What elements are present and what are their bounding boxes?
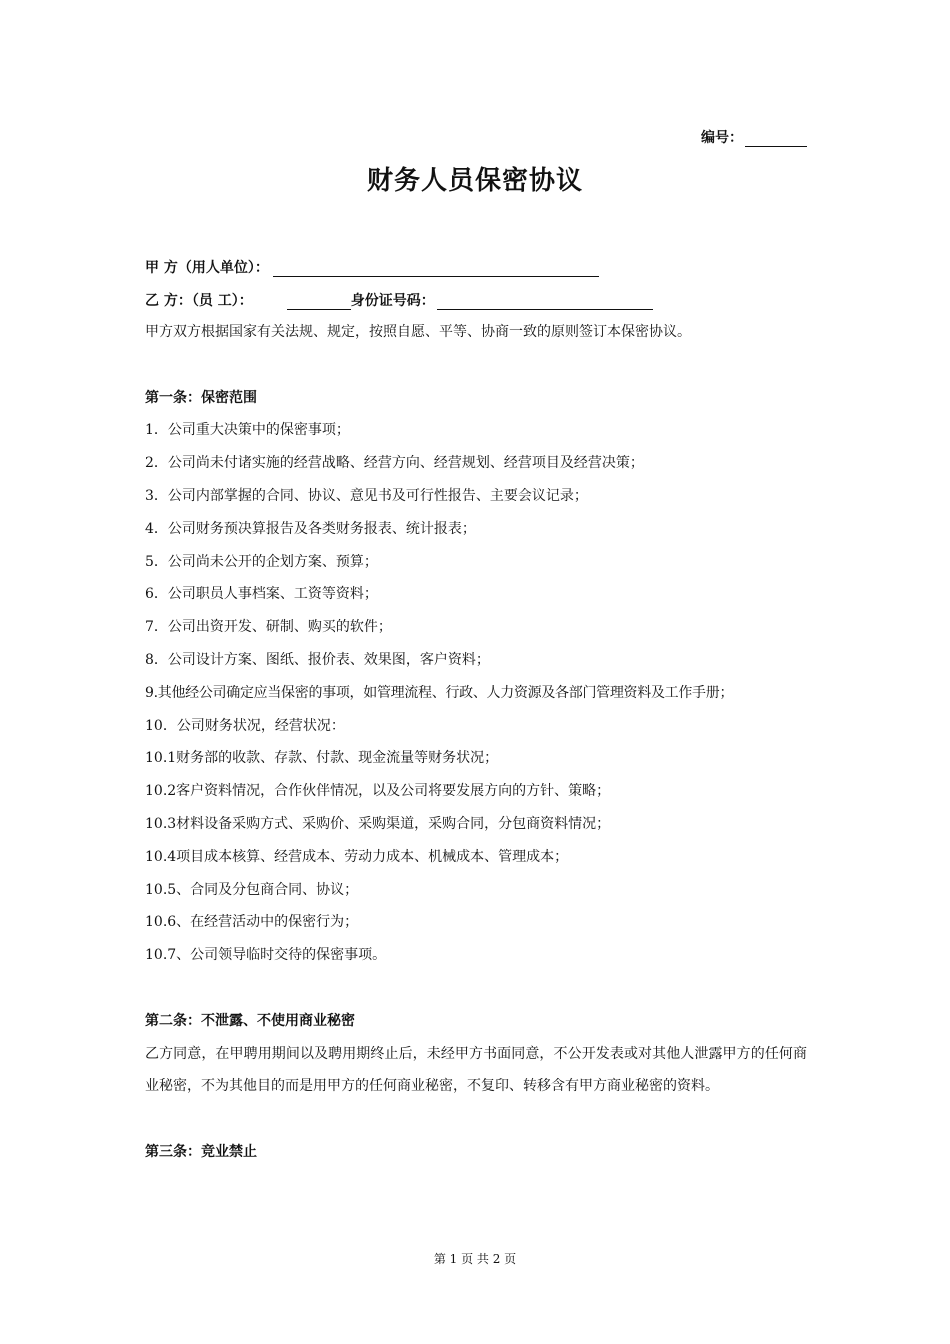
page-footer: 第 1 页 共 2 页	[433, 1252, 517, 1266]
list-item: 2．公司尚未付诸实施的经营战略、经营方向、经营规划、经营项目及经营决策；	[145, 455, 644, 472]
party-a-line	[145, 257, 599, 277]
list-item: 6．公司职员人事档案、工资等资料；	[145, 586, 378, 603]
id-number-label: 身份证号码：	[350, 293, 435, 309]
list-item: 5．公司尚未公开的企划方案、预算；	[145, 553, 378, 570]
list-item: 10．公司财务状况，经营状况：	[145, 717, 345, 734]
party-b-label: 乙 方：（员 工）：	[145, 293, 253, 309]
spacer	[145, 349, 807, 382]
party-b-blank	[287, 294, 351, 310]
serial-number-label: 编号：	[701, 130, 743, 146]
spacer	[145, 1103, 807, 1136]
id-number-blank	[437, 294, 653, 310]
list-item: 1．公司重大决策中的保密事项；	[145, 422, 350, 439]
party-a-label: 甲 方（用人单位）：	[145, 260, 269, 276]
serial-number	[701, 127, 807, 147]
list-item: 3．公司内部掌握的合同、协议、意见书及可行性报告、主要会议记录；	[145, 487, 588, 504]
list-item: 10.5、合同及分包商合同、协议；	[145, 881, 359, 898]
article-2-heading: 第二条：不泄露、不使用商业秘密	[145, 1012, 355, 1029]
list-item: 10.6、在经营活动中的保密行为；	[145, 914, 359, 931]
agreement-body	[145, 316, 807, 1169]
spacer	[145, 972, 807, 1005]
list-item: 10.2客户资料情况，合作伙伴情况，以及公司将要发展方向的方针、策略；	[145, 783, 611, 800]
list-item: 10.7、公司领导临时交待的保密事项。	[145, 947, 387, 964]
intro-text: 甲方双方根据国家有关法规、规定，按照自愿、平等、协商一致的原则签订本保密协议。	[145, 324, 691, 340]
list-item: 7．公司出资开发、研制、购买的软件；	[145, 619, 392, 636]
list-item: 10.4项目成本核算、经营成本、劳动力成本、机械成本、管理成本；	[145, 848, 569, 865]
list-item: 4．公司财务预决算报告及各类财务报表、统计报表；	[145, 520, 476, 537]
article-1-heading: 第一条：保密范围	[145, 389, 257, 406]
serial-number-blank	[745, 131, 807, 147]
list-item: 8．公司设计方案、图纸、报价表、效果图，客户资料；	[145, 651, 490, 668]
list-item: 10.1财务部的收款、存款、付款、现金流量等财务状况；	[145, 750, 499, 767]
document-title: 财务人员保密协议	[366, 166, 583, 196]
list-item: 9.其他经公司确定应当保密的事项，如管理流程、行政、人力资源及各部门管理资料及工作手册；	[145, 684, 734, 701]
party-a-blank	[273, 261, 599, 277]
article-3-heading: 第三条：竞业禁止	[145, 1143, 257, 1160]
article-2-text: 乙方同意，在甲聘用期间以及聘用期终止后，未经甲方书面同意，不公开发表或对其他人泄露甲方的任何商业秘密，不为其他目的而是用甲方的任何商业秘密，不复印、转移含有甲方商业秘密的资料。	[145, 1045, 807, 1095]
party-b-line	[145, 290, 653, 310]
list-item: 10.3材料设备采购方式、采购价、采购渠道，采购合同，分包商资料情况；	[145, 815, 611, 832]
